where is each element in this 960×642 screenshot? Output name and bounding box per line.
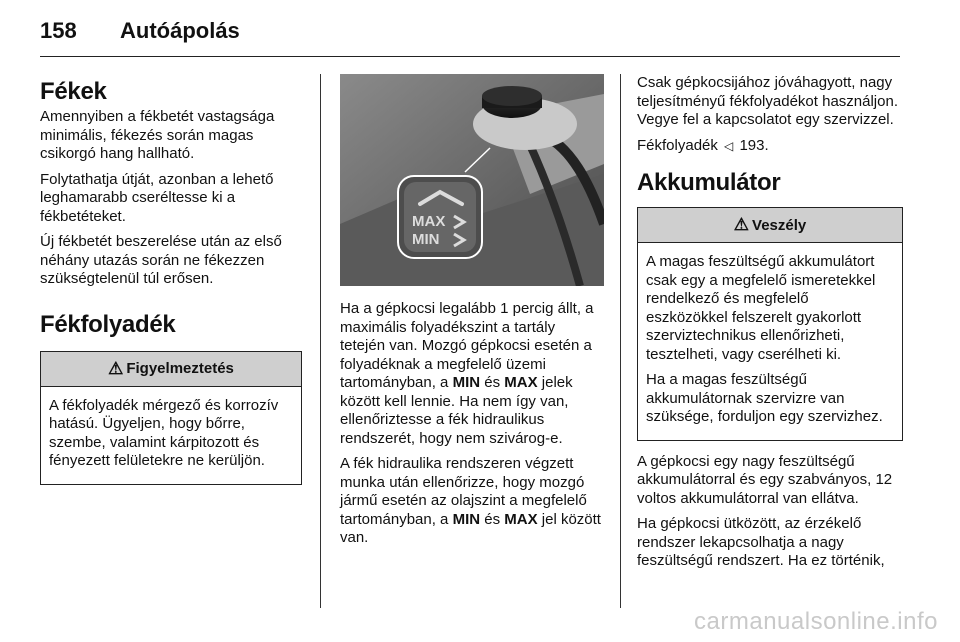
warning-box [40,351,302,485]
page-header [40,14,900,57]
danger-box [637,207,903,441]
danger-text: Ha a magas feszültségű akkumulátornak szervizre van szüksége, forduljon egy szervizhez. [646,371,883,425]
page-number: 158 [40,18,77,43]
paragraph: Ha gépkocsi ütközött, az érzékelő rendszer lekapcsolhatja a nagy feszültségű rendszert. Ha ez történik, [637,515,885,569]
paragraph: Csak gépkocsijához jóváhagyott, nagy teljesítményű fékfolyadékot használjon. Vegye fel a kapcsolatot egy szervizzel. [637,74,898,128]
column-right [637,74,903,578]
danger-title: Veszély [752,216,807,234]
warning-box-body [41,387,301,484]
section-heading-battery: Akkumulátor [637,169,781,196]
watermark: carmanualsonline.info [694,608,938,635]
column-middle [340,74,602,555]
danger-box-body [638,243,902,440]
paragraph: Ha a gépkocsi legalább 1 percig állt, a maximális folyadékszint a tartály tetején van. Mozgó gépkocsi esetén a folyadéknak a megfelelő üzemi tartományban, a MIN és MAX jelek között kell lennie. Ha nem így van, ellenőriztesse a fék hidraulikus rendszerét, hogy nem szivárog-e. [340,300,594,447]
paragraph: Folytathatja útját, azonban a lehető leghamarabb cseréltesse ki a fékbetéteket. [40,170,274,225]
danger-box-header [638,208,902,243]
brake-fluid-reservoir-photo [340,74,604,286]
warning-triangle-icon: ⚠ [108,358,124,378]
photo-label-min: MIN [412,231,440,248]
paragraph: Új fékbetét beszerelése után az első néhány utazás során ne fékezzen szükségtelenül túl erősen. [40,233,282,287]
paragraph: A gépkocsi egy nagy feszültségű akkumulátorral és egy szabványos, 12 voltos akkumulátorral van ellátva. [637,452,893,507]
paragraph: Amennyiben a fékbetét vastagsága minimális, fékezés során magas csikorgó hang hallható. [40,108,275,162]
page-reference-link[interactable]: 193. [739,136,769,154]
column-divider [320,74,321,608]
paragraph-reference: Fékfolyadék ◁ 193. [637,136,769,154]
warning-title: Figyelmeztetés [126,360,234,377]
warning-box-header [41,352,301,387]
column-left [40,78,302,485]
photo-label-max: MAX [412,213,446,230]
paragraph: A fék hidraulika rendszeren végzett munka után ellenőrizze, hogy mozgó jármű esetén az olajszint a megfelelő tartományban, a MIN és MAX jel között van. [340,455,601,546]
column-divider [620,74,621,608]
section-heading-brake-fluid: Fékfolyadék [40,310,176,338]
warning-text: A fékfolyadék mérgező és korrozív hatású. Ügyeljen, hogy bőrre, szembe, valamint kárpitozott és fényezett felületekre ne kerüljön. [49,396,279,469]
section-heading-brakes: Fékek [40,78,107,105]
page-reference-arrow-icon: ◁ [724,138,734,153]
chapter-title: Autóápolás [120,18,240,43]
danger-text: A magas feszültségű akkumulátort csak egy a megfelelő ismeretekkel rendelkező és megfelelő eszközökkel felszerelt gyakorlott szerviztechnikus ellenőrizheti, tesztelheti, vagy cserélheti ki. [646,253,876,363]
warning-triangle-icon: ⚠ [733,215,750,234]
